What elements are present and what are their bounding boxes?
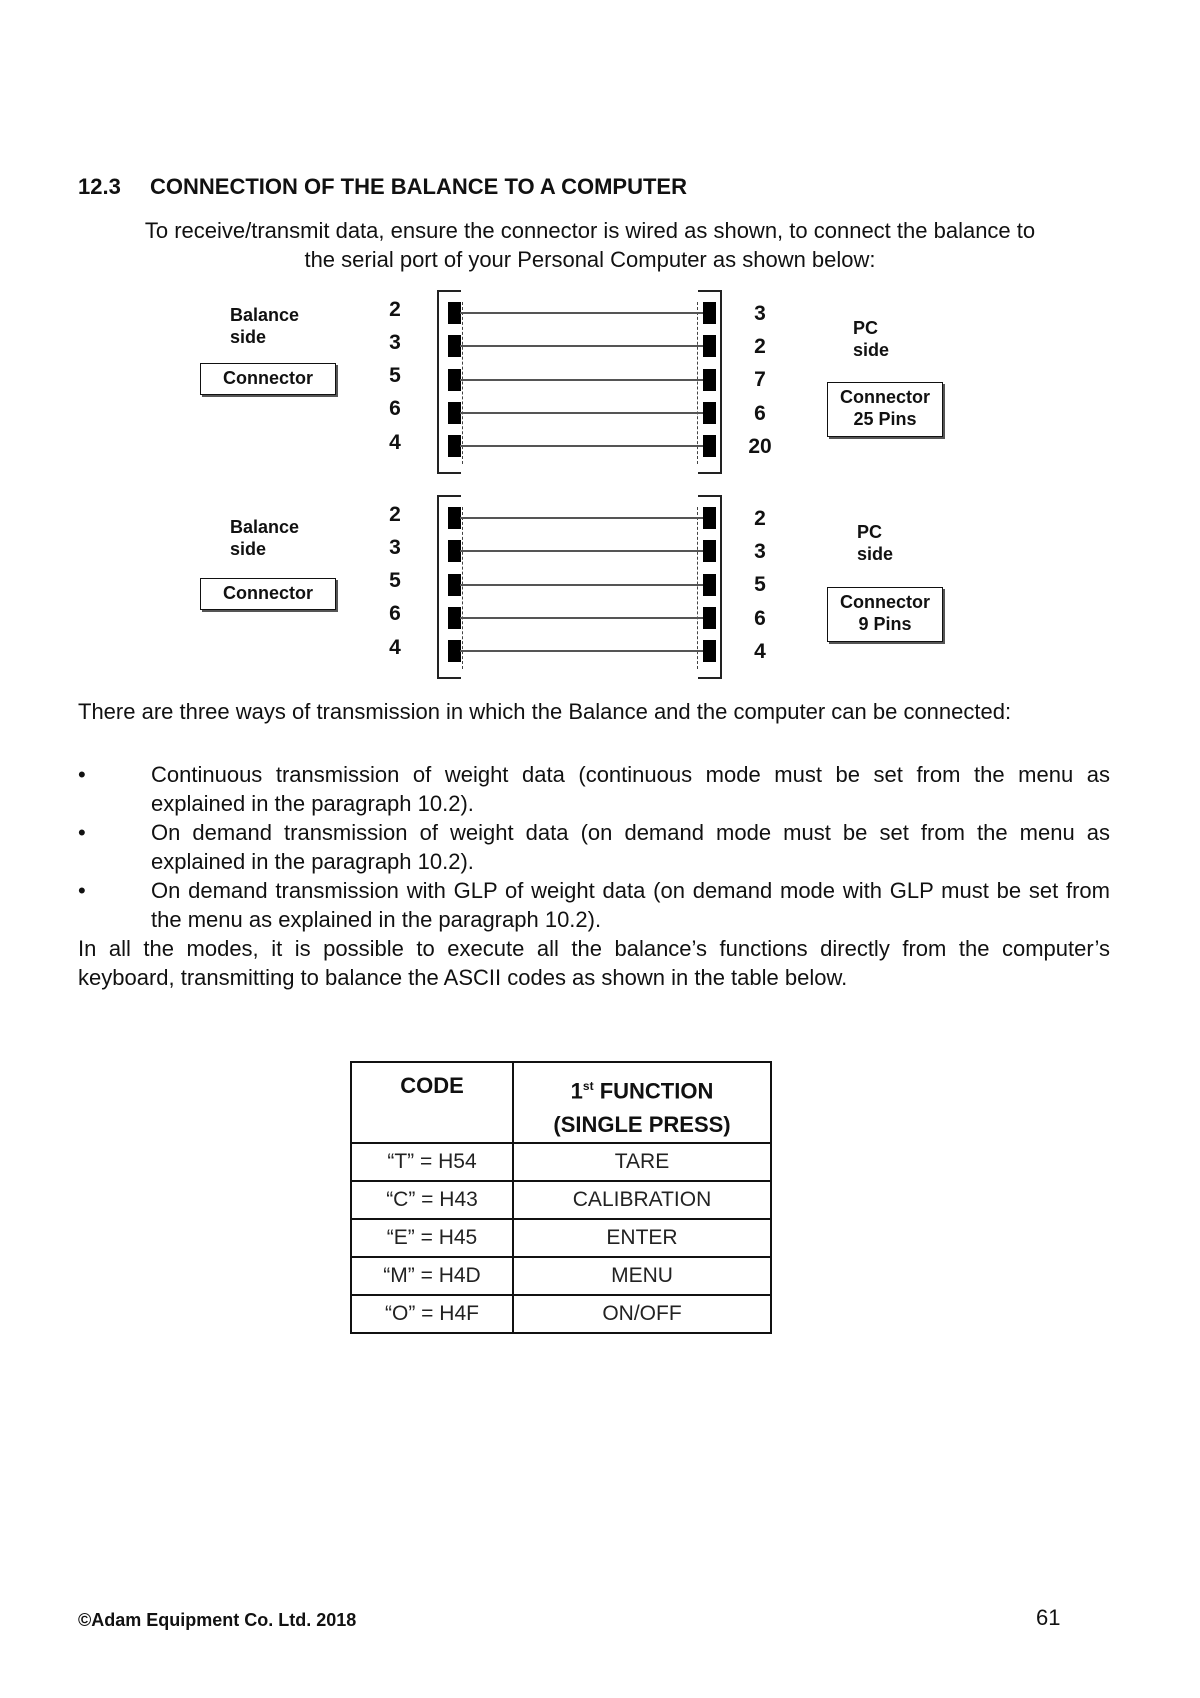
code-cell: “M” = H4D xyxy=(351,1257,513,1295)
pc-pin-label: 2 xyxy=(754,335,766,358)
footer-copyright: ©Adam Equipment Co. Ltd. 2018 xyxy=(78,1610,357,1630)
balance-side-label: Balance side xyxy=(230,517,300,559)
pc-connector-box: Connector 25 Pins xyxy=(827,382,943,437)
pc-pin-label: 20 xyxy=(748,435,772,458)
ascii-codes-table xyxy=(350,1061,772,1334)
table-row xyxy=(351,1143,771,1181)
modes-intro: There are three ways of transmission in which the Balance and the computer can be connected: xyxy=(78,699,1012,724)
balance-pin-label: 5 xyxy=(389,364,401,387)
table-row xyxy=(351,1181,771,1219)
pc-connector-box: Connector 9 Pins xyxy=(827,587,943,642)
intro-paragraph xyxy=(60,216,1120,274)
header-function: 1st FUNCTION (SINGLE PRESS) xyxy=(513,1062,771,1143)
code-cell: “O” = H4F xyxy=(351,1295,513,1333)
intro-line-1: To receive/transmit data, ensure the connector is wired as shown, to connect the balance to xyxy=(144,218,1036,243)
section-title: CONNECTION OF THE BALANCE TO A COMPUTER xyxy=(150,174,687,199)
balance-pin-label: 3 xyxy=(389,536,401,559)
wiring-diagram-25-pin xyxy=(190,290,970,490)
pc-pin-label: 6 xyxy=(754,402,766,425)
pc-pin-label: 6 xyxy=(754,607,766,630)
header-code: CODE xyxy=(351,1062,513,1143)
section-heading xyxy=(78,174,687,200)
balance-pin-label: 2 xyxy=(389,298,401,321)
balance-side-label: Balance side xyxy=(230,305,300,347)
function-cell: TARE xyxy=(513,1143,771,1181)
balance-pin-label: 4 xyxy=(389,431,401,454)
balance-pin-label: 6 xyxy=(389,602,401,625)
balance-pin-label: 5 xyxy=(389,569,401,592)
code-cell: “C” = H43 xyxy=(351,1181,513,1219)
modes-list xyxy=(78,760,1110,992)
function-cell: MENU xyxy=(513,1257,771,1295)
balance-connector-box: Connector xyxy=(200,578,336,610)
intro-line-2: the serial port of your Personal Computer as shown below: xyxy=(304,247,876,272)
pc-pin-label: 3 xyxy=(754,540,766,563)
pc-pin-label: 2 xyxy=(754,507,766,530)
table-row xyxy=(351,1295,771,1333)
pc-pin-label: 7 xyxy=(754,368,766,391)
wiring-diagram-9-pin xyxy=(190,495,970,695)
left-shield-line xyxy=(462,507,463,669)
pc-side-label: PC side xyxy=(853,318,890,360)
balance-pin-label: 2 xyxy=(389,503,401,526)
right-shield-line xyxy=(697,302,698,464)
right-shield-line xyxy=(697,507,698,669)
function-cell: CALIBRATION xyxy=(513,1181,771,1219)
balance-pin-label: 3 xyxy=(389,331,401,354)
mode-item: • Continuous transmission of weight data (continuous mode must be set from the menu as explained in the paragraph 10.2). xyxy=(78,762,1110,816)
balance-pin-label: 6 xyxy=(389,397,401,420)
pc-pin-label: 3 xyxy=(754,302,766,325)
code-cell: “E” = H45 xyxy=(351,1219,513,1257)
table-header-row xyxy=(351,1062,771,1143)
pc-side-label: PC side xyxy=(857,522,894,564)
balance-pin-label: 4 xyxy=(389,636,401,659)
balance-connector-box: Connector xyxy=(200,363,336,395)
table-row xyxy=(351,1219,771,1257)
pc-pin-label: 5 xyxy=(754,573,766,596)
mode-item: • On demand transmission of weight data (on demand mode must be set from the menu as explained in the paragraph 10.2). xyxy=(78,820,1110,874)
page-number: 61 xyxy=(1036,1605,1061,1630)
left-shield-line xyxy=(462,302,463,464)
mode-item: • On demand transmission with GLP of weight data (on demand mode with GLP must be set from the menu as explained in the paragraph 10.2). xyxy=(78,878,1110,932)
function-cell: ON/OFF xyxy=(513,1295,771,1333)
code-cell: “T” = H54 xyxy=(351,1143,513,1181)
section-number: 12.3 xyxy=(78,174,121,199)
table-row xyxy=(351,1257,771,1295)
closing-paragraph: In all the modes, it is possible to execute all the balance’s functions directly from the computer’s keyboard, transmitting to balance the ASCII codes as shown in the table below. xyxy=(78,936,1110,990)
pc-pin-label: 4 xyxy=(754,640,766,663)
function-cell: ENTER xyxy=(513,1219,771,1257)
